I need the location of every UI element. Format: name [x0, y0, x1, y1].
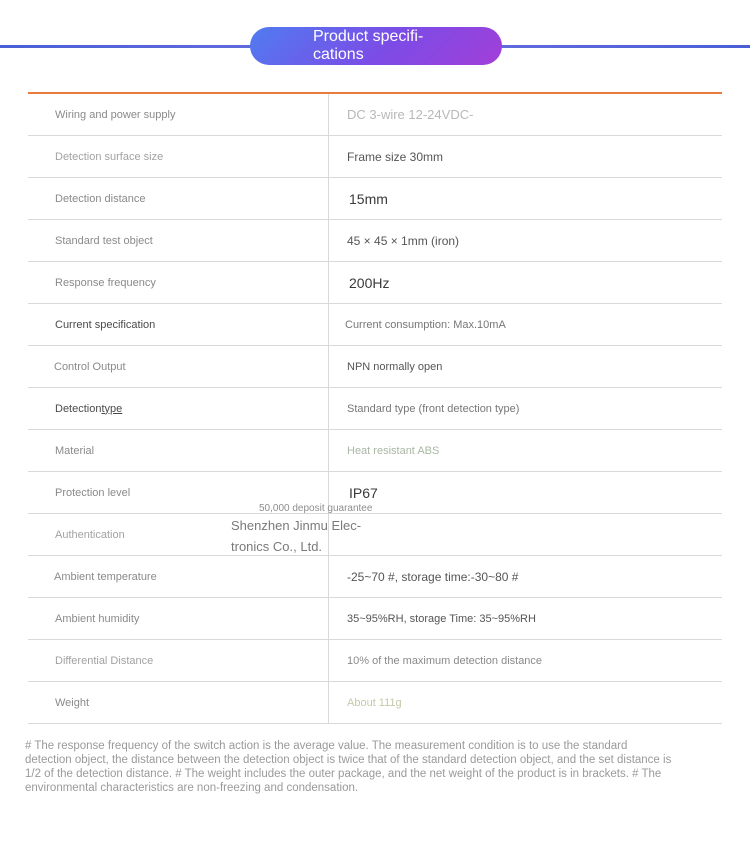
spec-row-test-object — [28, 220, 722, 262]
spec-row-material — [28, 430, 722, 472]
spec-value: Heat resistant ABS — [328, 430, 722, 471]
watermark-guarantee: 50,000 deposit guarantee — [259, 503, 373, 514]
footnote-text: # The response frequency of the switch action is the average value. The measurement condition is to use the standard detection object, the distance between the detection object is twice that of the standard detection object, and the set distance is 1/2 of the detection distance. # The weight includes the outer package, and the net weight of the product is in brackets. # The environmental characteristics are non-freezing and condensation. — [25, 740, 672, 794]
spec-value: 10% of the maximum detection distance — [328, 640, 722, 681]
spec-row-detection-surface — [28, 136, 722, 178]
spec-value: DC 3-wire 12-24VDC- — [328, 94, 722, 135]
spec-value: 45 × 45 × 1mm (iron) — [328, 220, 722, 261]
page-title-line-1: Product specifi- — [313, 28, 424, 45]
spec-row-authentication — [28, 514, 722, 556]
spec-row-detection-distance — [28, 178, 722, 220]
spec-label: Protection level — [55, 486, 131, 499]
spec-label: Detection surface size — [55, 150, 164, 163]
spec-label-underlined: type — [101, 402, 123, 415]
page-title-line-2: cations — [313, 46, 364, 63]
spec-label — [28, 388, 328, 429]
spec-row-control-output — [28, 346, 722, 388]
spec-row-weight — [28, 682, 722, 724]
watermark-company-line-2: tronics Co., Ltd. — [231, 539, 323, 554]
spec-row-protection-level — [28, 472, 722, 514]
spec-label: Differential Distance — [55, 654, 154, 667]
spec-row-ambient-temperature — [28, 556, 722, 598]
spec-row-detection-type — [28, 388, 722, 430]
spec-label: Response frequency — [55, 276, 156, 289]
spec-label: Material — [55, 444, 95, 457]
spec-value: IP67 — [328, 472, 722, 513]
spec-row-response-frequency — [28, 262, 722, 304]
spec-value: 200Hz — [328, 262, 722, 303]
spec-value: Current consumption: Max.10mA — [328, 304, 722, 345]
spec-value: About 111g — [328, 682, 722, 723]
spec-label: Ambient humidity — [55, 612, 140, 625]
spec-label: Detection distance — [55, 192, 146, 205]
spec-value: Frame size 30mm — [328, 136, 722, 177]
spec-row-ambient-humidity — [28, 598, 722, 640]
page-title — [250, 27, 502, 65]
spec-label: Weight — [55, 696, 90, 709]
spec-row-current — [28, 304, 722, 346]
watermark-company-line-1: Shenzhen Jinmu Elec- — [231, 518, 362, 533]
spec-label: Current specification — [55, 318, 156, 331]
spec-row-wiring — [28, 94, 722, 136]
spec-value: NPN normally open — [328, 346, 722, 387]
spec-value: 35~95%RH, storage Time: 35~95%RH — [328, 598, 722, 639]
spec-value: 15mm — [328, 178, 722, 219]
spec-value — [328, 514, 722, 555]
spec-label-prefix: Detection — [55, 402, 102, 415]
spec-label: Control Output — [54, 360, 126, 373]
spec-label: Standard test object — [55, 234, 153, 247]
spec-row-differential-distance — [28, 640, 722, 682]
spec-value: -25~70 #, storage time:-30~80 # — [328, 556, 722, 597]
spec-label: Wiring and power supply — [55, 108, 176, 121]
specifications-table — [28, 92, 722, 724]
spec-value: Standard type (front detection type) — [328, 388, 722, 429]
spec-label: Authentication — [55, 528, 125, 541]
spec-label: Ambient temperature — [54, 570, 157, 583]
